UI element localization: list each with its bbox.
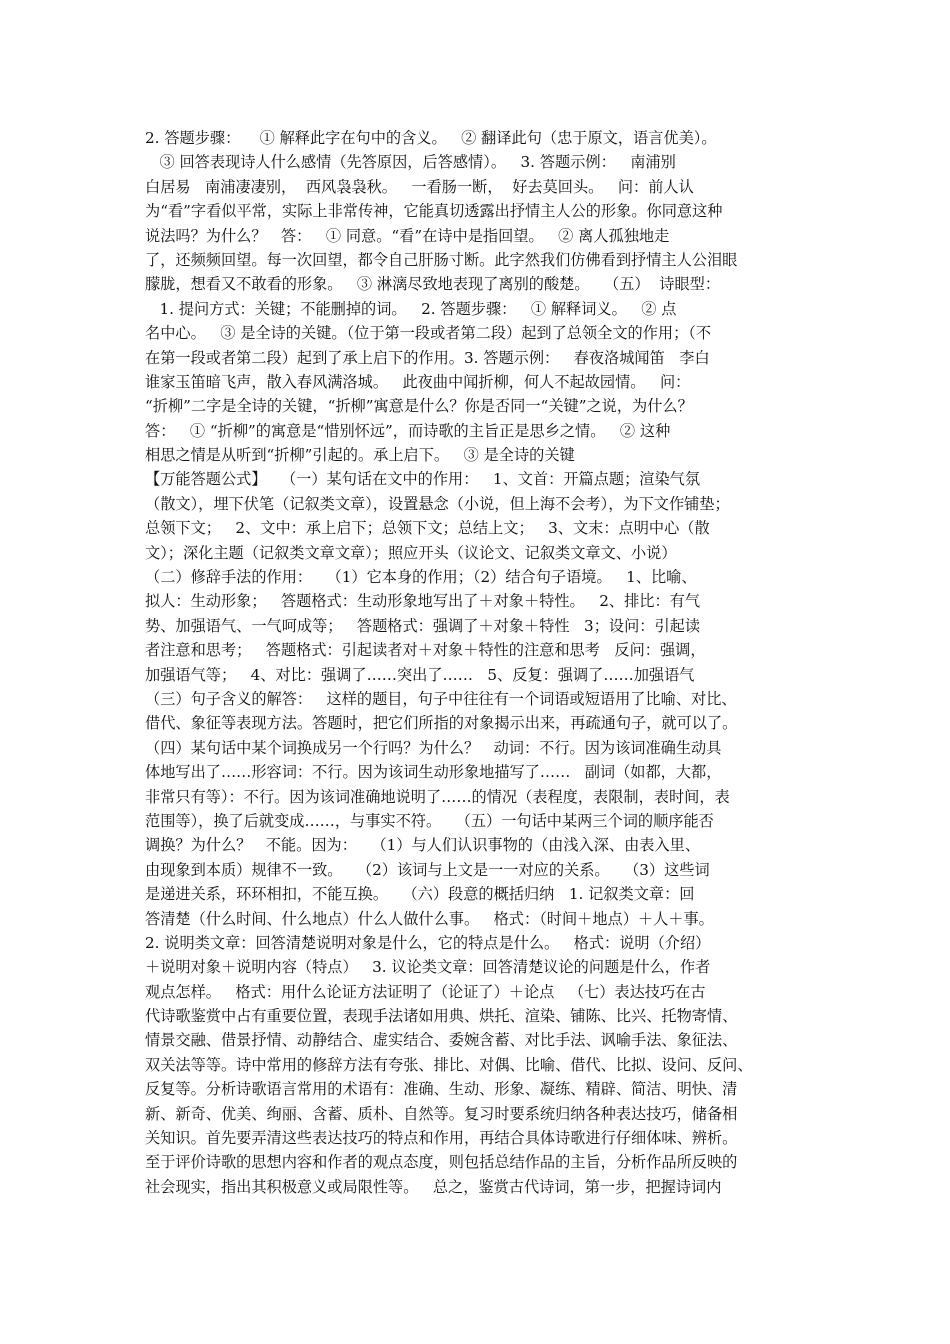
text-line: 关知识。首先要弄清这些表达技巧的特点和作用，再结合具体诗歌进行仔细体味、辨析。 <box>145 1129 738 1148</box>
text-line: 答清楚（什么时间、什么地点）什么人做什么事。 格式：（时间＋地点）＋人＋事。 <box>145 909 714 928</box>
text-line: 拟人：生动形象； 答题格式：生动形象地写出了＋对象＋特性。 2、排比：有气 <box>145 592 701 611</box>
text-line: 势、加强语气、一气呵成等； 答题格式：强调了＋对象＋特性 3；设问：引起读 <box>145 616 701 635</box>
text-line: 借代、象征等表现方法。答题时，把它们所指的对象揭示出来，再疏通句子，就可以了。 <box>145 714 738 733</box>
text-line: ＋说明对象＋说明内容（特点） 3. 议论类文章：回答清楚议论的问题是什么，作者 <box>145 958 711 977</box>
text-line: 白居易 南浦凄凄别， 西风袅袅秋。 一看肠一断， 好去莫回头。 问：前人认 <box>145 177 694 196</box>
text-line: 是递进关系，环环相扣，不能互换。 （六）段意的概括归纳 1. 记叙类文章：回 <box>145 885 695 904</box>
text-line: 【万能答题公式】 （一）某句话在文中的作用： 1、文首：开篇点题；渲染气氛 <box>145 470 701 489</box>
text-line: 由现象到本质）规律不一致。 （2）该词与上文是一一对应的关系。 （3）这些词 <box>145 860 710 879</box>
text-line: 者注意和思考； 答题格式：引起读者对＋对象＋特性的注意和思考 反问：强调， <box>145 641 706 660</box>
text-line: 社会现实，指出其积极意义或局限性等。 总之，鉴赏古代诗词，第一步，把握诗词内 <box>145 1177 722 1196</box>
text-line: 谁家玉笛暗飞声，散入春风满洛城。 此夜曲中闻折柳，何人不起故园情。 问： <box>145 372 691 391</box>
text-line: （四）某句话中某个词换成另一个行吗？为什么？ 动词：不行。因为该词准确生动具 <box>145 738 722 757</box>
body-text <box>145 126 813 1199</box>
text-line: 相思之情是从听到“折柳”引起的。承上启下。 ③ 是全诗的关键 <box>145 446 575 465</box>
text-line: 2. 说明类文章：回答清楚说明对象是什么，它的特点是什么。 格式：说明（介绍） <box>145 933 711 952</box>
text-line: 反复等。分析诗歌语言常用的术语有：准确、生动、形象、凝练、精辟、简洁、明快、清 <box>145 1080 738 1099</box>
text-line: 新、新奇、优美、绚丽、含蓄、质朴、自然等。复习时要系统归纳各种表达技巧，储备相 <box>145 1104 738 1123</box>
text-line: （二）修辞手法的作用： （1）它本身的作用；（2）结合句子语境。 1、比喻、 <box>145 568 697 587</box>
text-line: 为“看”字看似平常，实际上非常传神，它能真切透露出抒情主人公的形象。你同意这种 <box>145 202 723 221</box>
text-line: 名中心。 ③ 是全诗的关键。（位于第一段或者第二段）起到了总领全文的作用；（不 <box>145 324 712 343</box>
text-line: 2. 答题步骤： ① 解释此字在句中的含义。 ② 翻译此句（忠于原文，语言优美）。 <box>145 129 717 147</box>
text-line: 范围等），换了后就变成……，与事实不符。 （五）一句话中某两三个词的顺序能否 <box>145 811 714 830</box>
text-line: 双关法等等。诗中常用的修辞方法有夸张、排比、对偶、比喻、借代、比拟、设问、反问、 <box>145 1055 753 1074</box>
text-line: 观点怎样。 格式：用什么论证方法证明了（论证了）＋论点 （七）表达技巧在古 <box>145 982 706 1001</box>
text-line: 说法吗？为什么？ 答： ① 同意。“看”在诗中是指回望。 ② 离人孤独地走 <box>145 226 670 245</box>
text-line: 答： ① “折柳”的寓意是“惜别怀远”，而诗歌的主旨正是思乡之情。 ② 这种 <box>145 421 671 440</box>
text-line: 加强语气等； 4、对比：强调了……突出了…… 5、反复：强调了……加强语气 <box>145 665 695 684</box>
text-line: ③ 回答表现诗人什么感情（先答原因，后答感情）。 3. 答题示例： 南浦别 <box>145 153 676 172</box>
text-line: 代诗歌鉴赏中占有重要位置，表现手法诸如用典、烘托、渲染、铺陈、比兴、托物寄情、 <box>145 1007 738 1026</box>
text-line: 调换？为什么？ 不能。因为： （1）与人们认识事物的（由浅入深、由表入里、 <box>145 836 701 855</box>
text-line: 了，还频频回望。每一次回望，都令自己肝肠寸断。此字然我们仿佛看到抒情主人公泪眼 <box>145 250 738 269</box>
text-line: 至于评价诗歌的思想内容和作者的观点态度，则包括总结作品的主旨，分析作品所反映的 <box>145 1153 738 1172</box>
text-line: 文）；深化主题（记叙类文章文章）；照应开头（议论文、记叙类文章文、小说） <box>145 543 677 562</box>
text-line: 总领下文； 2、文中：承上启下；总领下文；总结上文； 3、文末：点明中心（散 <box>145 519 710 538</box>
text-line: 非常只有等）：不行。因为该词准确地说明了……的情况（表程度，表限制，表时间，表 <box>145 787 730 806</box>
text-line: 1. 提问方式：关键；不能删掉的词。 2. 答题步骤： ① 解释词义。 ② 点 <box>145 299 677 318</box>
text-line: （三）句子含义的解答： 这样的题目，句子中往往有一个词语或短语用了比喻、对比、 <box>145 689 737 708</box>
text-line: 在第一段或者第二段）起到了承上启下的作用。3. 答题示例： 春夜洛城闻笛 李白 <box>145 348 710 367</box>
text-line: 情景交融、借景抒情、动静结合、虚实结合、委婉含蓄、对比手法、讽喻手法、象征法、 <box>145 1031 738 1050</box>
text-line: “折柳”二字是全诗的关键，“折柳”寓意是什么？你是否同一“关键”之说，为什么？ <box>145 397 693 416</box>
text-line: 朦胧，想看又不敢看的形象。 ③ 淋漓尽致地表现了离别的酸楚。 （五） 诗眼型： <box>145 275 721 294</box>
text-line: 体地写出了……形容词：不行。因为该词生动形象地描写了…… 副词（如都，大都， <box>145 763 722 782</box>
text-line: （散文），埋下伏笔（记叙类文章），设置悬念（小说，但上海不会考），为下文作铺垫； <box>145 494 730 513</box>
